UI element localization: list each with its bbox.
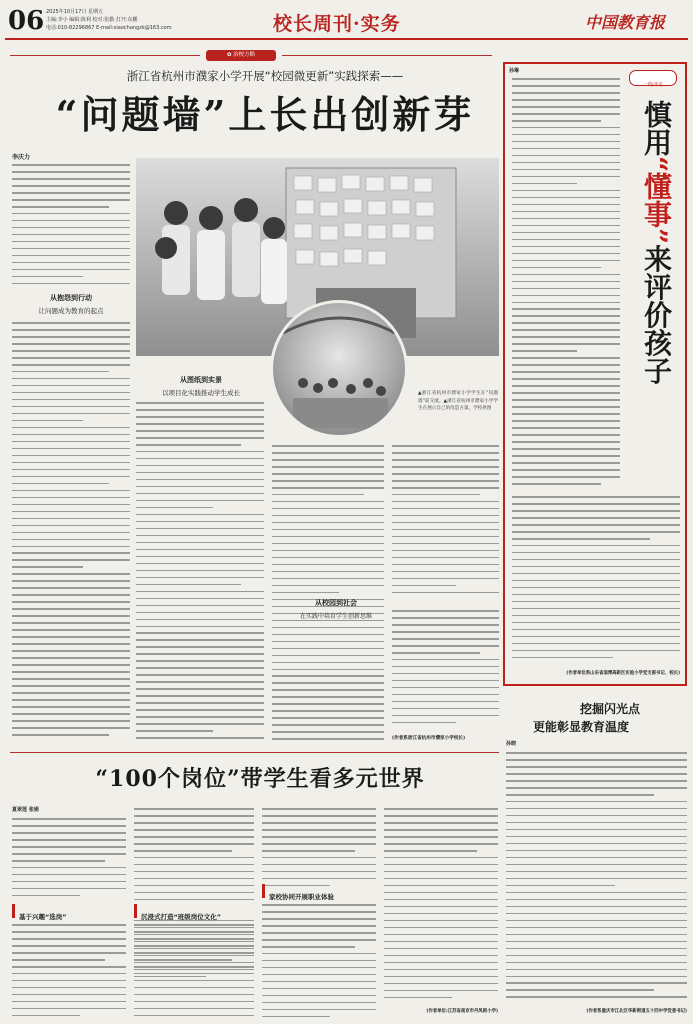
article-headline: “问题墙”上长出创新芽 [55,92,475,137]
bottom-subhead-2-label: 沉浸式打造“班级岗位文化” [141,913,222,921]
column-title-part2: 来评价孩子 [640,244,673,385]
subhead-2 [136,375,266,397]
bottom-subhead-1-label: 基于兴趣“选岗” [19,913,67,921]
tag-rule [10,55,200,56]
column-text-bottom [512,496,680,666]
article-text-col-5 [392,610,499,732]
tag-rule-right [282,55,492,56]
column-text-top [512,78,620,493]
column-author: 孙琳 [509,68,520,74]
side-text [506,752,687,1004]
column-tag [629,70,677,86]
article-text-col-3 [272,445,384,747]
page-number: 06 [8,6,45,36]
commentary-box [503,62,687,686]
left-author-note: (作者系浙江省杭州市濮家小学校长) [392,736,466,741]
bottom-text-col-2b [134,924,254,1019]
side-headline-2: 更能彰显教育温度 [533,720,630,734]
bottom-subhead-3 [262,884,376,901]
leaf-icon: ✿ [226,52,234,58]
article-text-col-4 [392,445,499,600]
side-headline-1: 挖掘闪光点 [580,702,641,716]
article-text-col-1 [12,164,130,289]
column-title-part1: 慎用 [640,100,673,156]
bottom-text-col-3 [262,808,376,888]
article-text-col-1b [12,322,130,747]
subhead-1-title: 从抱怨到行动 [50,294,92,302]
bottom-text-col-3b [262,904,376,1019]
bottom-divider [10,752,499,753]
bottom-subhead-3-label: 家校协同开展职业体验 [269,893,334,901]
bottom-text-col-1 [12,818,126,898]
bottom-author-note: (作者单位:江苏省南京市丹凤街小学) [426,1009,498,1014]
subhead-1-subtitle: 让问题成为教育的起点 [38,307,104,315]
subhead-2-title: 从图纸到实景 [180,376,222,384]
article-text-col-2 [136,402,264,747]
subhead-2-subtitle: 以项目化实践推动学生成长 [162,389,240,397]
phone-line: 电话:010-82296867 E-mail:xiaochangzk@163.com [46,25,172,31]
subhead-3-title: 从校园到社会 [315,599,357,607]
section-title: 校长周刊·实务 [273,13,401,35]
bottom-subhead-1 [12,904,122,921]
page-header [0,0,693,40]
column-tag-label: 一线评论 [642,82,663,88]
masthead: 中国教育报 [585,13,666,32]
editor-line: 主编:李小 编辑:陈利 校对:张勤 打开:东鹏 [46,17,138,23]
date-line: 2025年10月17日 星期五 [46,9,104,15]
header-rule [5,38,688,40]
bottom-text-col-1b [12,924,126,1019]
article-kicker: 浙江省杭州市濮家小学开展“校园微更新”实践探索—— [126,69,404,83]
inset-photo [270,300,408,438]
section-tag [206,50,276,61]
bottom-headline: “100个岗位”带学生看多元世界 [95,766,425,792]
byline: 李庆力 [12,154,31,161]
bottom-author: 夏翠莲 张娟 [12,807,39,813]
subhead-1 [12,293,130,315]
bottom-text-col-4 [384,808,498,1006]
subhead-3-subtitle: 在实践中培育学生创新思维 [299,613,372,620]
side-author: 孙晓 [506,741,517,747]
section-tag-label: 治校方略 [233,52,256,58]
photo-caption: ▲浙江省杭州市濮家小学学生在“问题墙”前交流。▲浙江省杭州市濮家小学学生在展示自己的改造方案。学校供图 [418,391,498,411]
subhead-3 [280,598,392,620]
side-author-note: (作者系重庆市江北区华新街道五十四中学党委书记) [586,1009,687,1014]
column-author-note: (作者单位系山东省淄博高新区实验小学党支部书记、校长) [566,671,680,676]
inset-photo-scene [273,303,405,435]
column-title [635,100,675,384]
bottom-subhead-2 [134,904,254,921]
column-title-quoted: “懂事” [640,156,673,245]
